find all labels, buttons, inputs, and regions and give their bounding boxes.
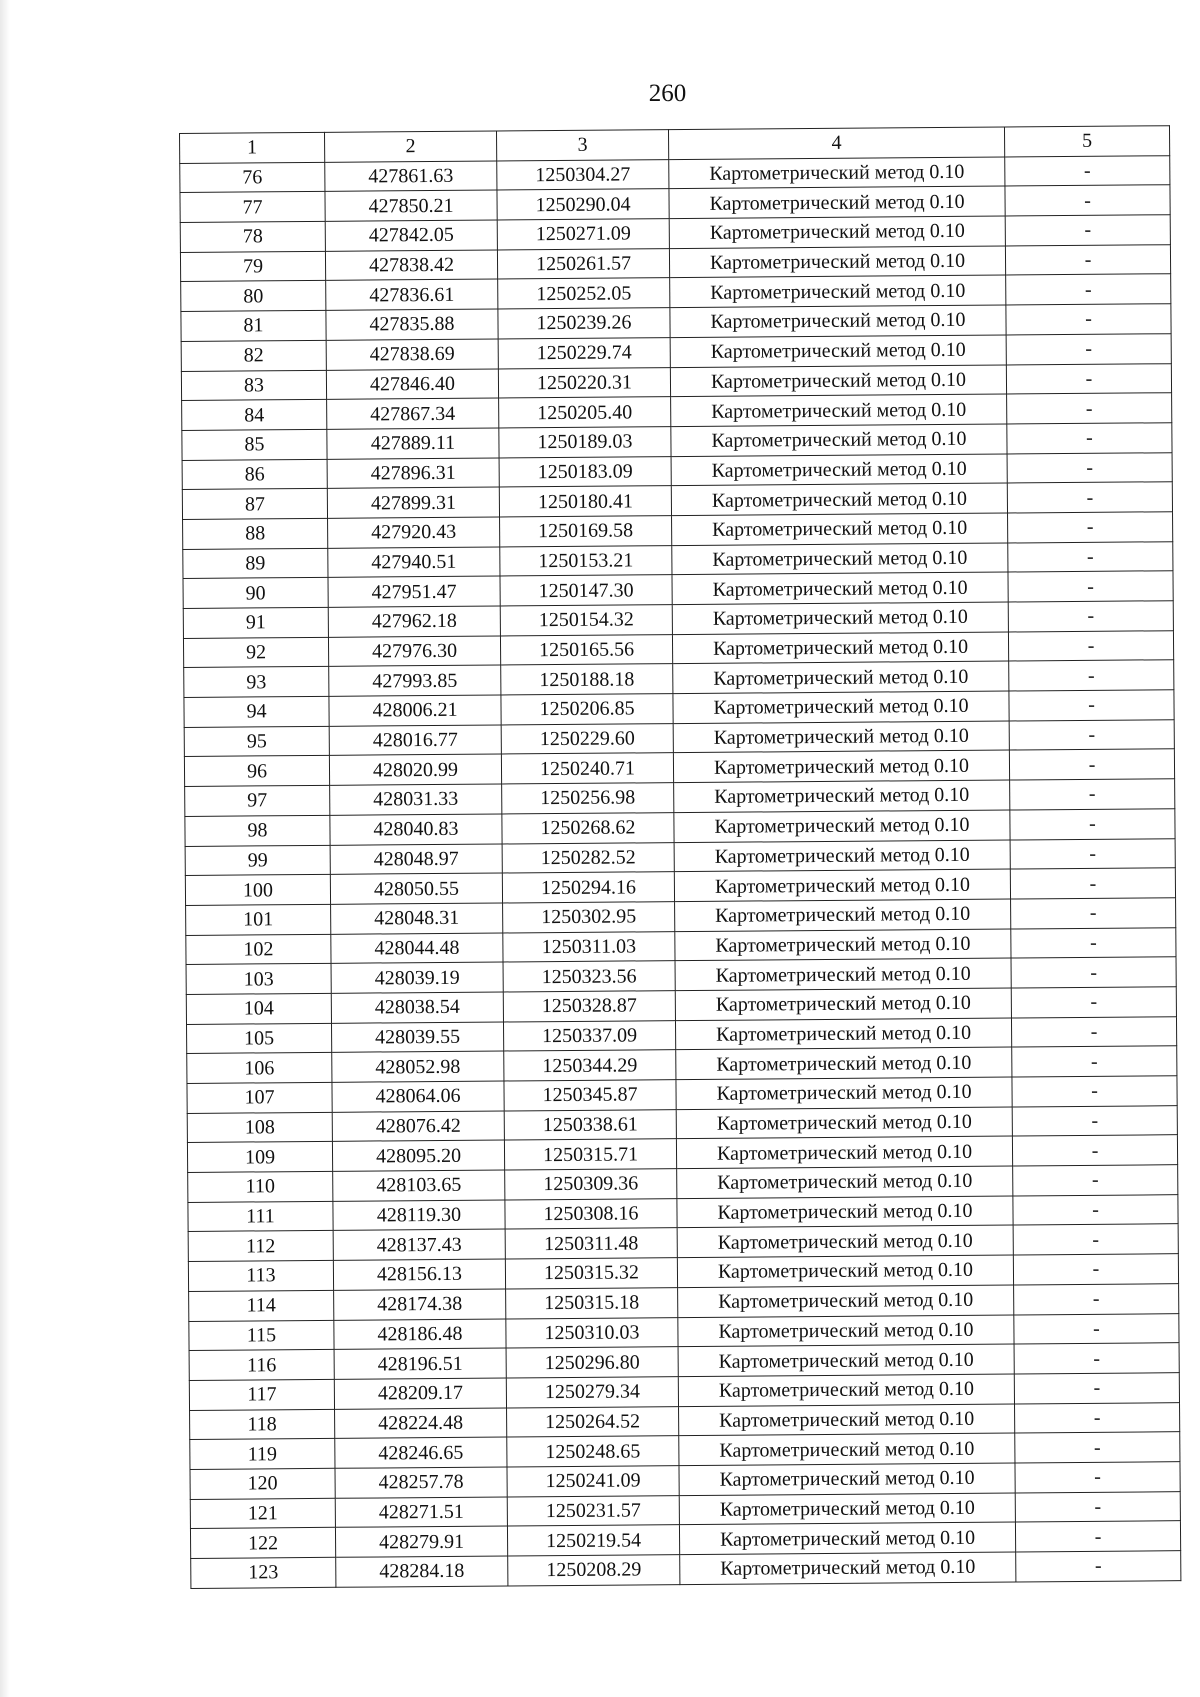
method-cell: Картометрический метод 0.10 <box>671 424 1007 456</box>
description-cell: - <box>1008 630 1173 661</box>
description-cell: - <box>1015 1462 1180 1493</box>
description-cell: - <box>1013 1254 1178 1285</box>
description-cell: - <box>1010 809 1175 840</box>
point-number-cell: 116 <box>189 1350 334 1381</box>
page-number: 260 <box>648 80 687 107</box>
method-cell: Картометрический метод 0.10 <box>673 721 1009 753</box>
description-cell: - <box>1005 155 1170 186</box>
method-cell: Картометрический метод 0.10 <box>671 394 1007 426</box>
point-number-cell: 123 <box>191 1557 336 1588</box>
x-coordinate-cell: 428050.55 <box>330 873 502 904</box>
method-cell: Картометрический метод 0.10 <box>669 246 1005 278</box>
method-cell: Картометрический метод 0.10 <box>670 335 1006 367</box>
method-cell: Картометрический метод 0.10 <box>676 1047 1012 1079</box>
point-number-cell: 85 <box>182 429 327 460</box>
y-coordinate-cell: 1250315.18 <box>506 1287 678 1318</box>
description-cell: - <box>1008 512 1173 543</box>
method-cell: Картометрический метод 0.10 <box>671 454 1007 486</box>
column-header-description: 5 <box>1004 126 1169 157</box>
y-coordinate-cell: 1250345.87 <box>504 1080 676 1111</box>
description-cell: - <box>1015 1402 1180 1433</box>
description-cell: - <box>1010 779 1175 810</box>
point-number-cell: 103 <box>186 964 331 995</box>
description-cell: - <box>1011 898 1176 929</box>
method-cell: Картометрический метод 0.10 <box>679 1493 1015 1525</box>
description-cell: - <box>1010 838 1175 869</box>
point-number-cell: 107 <box>187 1082 332 1113</box>
x-coordinate-cell: 428186.48 <box>334 1318 506 1349</box>
y-coordinate-cell: 1250229.74 <box>498 337 670 368</box>
point-number-cell: 93 <box>184 667 329 698</box>
y-coordinate-cell: 1250147.30 <box>500 575 672 606</box>
method-cell: Картометрический метод 0.10 <box>674 810 1010 842</box>
method-cell: Картометрический метод 0.10 <box>672 632 1008 664</box>
point-number-cell: 118 <box>190 1409 335 1440</box>
method-cell: Картометрический метод 0.10 <box>675 958 1011 990</box>
description-cell: - <box>1011 927 1176 958</box>
x-coordinate-cell: 428095.20 <box>332 1140 504 1171</box>
method-cell: Картометрический метод 0.10 <box>672 513 1008 545</box>
y-coordinate-cell: 1250189.03 <box>499 427 671 458</box>
description-cell: - <box>1006 274 1171 305</box>
y-coordinate-cell: 1250310.03 <box>506 1317 678 1348</box>
x-coordinate-cell: 427899.31 <box>327 487 499 518</box>
point-number-cell: 95 <box>184 726 329 757</box>
method-cell: Картометрический метод 0.10 <box>673 691 1009 723</box>
point-number-cell: 109 <box>187 1142 332 1173</box>
x-coordinate-cell: 427896.31 <box>327 458 499 489</box>
method-cell: Картометрический метод 0.10 <box>674 869 1010 901</box>
y-coordinate-cell: 1250169.58 <box>500 516 672 547</box>
y-coordinate-cell: 1250153.21 <box>500 545 672 576</box>
description-cell: - <box>1015 1432 1180 1463</box>
y-coordinate-cell: 1250337.09 <box>503 1020 675 1051</box>
x-coordinate-cell: 428246.65 <box>335 1437 507 1468</box>
y-coordinate-cell: 1250304.27 <box>497 159 669 190</box>
table-row <box>191 1551 1181 1588</box>
x-coordinate-cell: 428020.99 <box>329 754 501 785</box>
y-coordinate-cell: 1250248.65 <box>507 1436 679 1467</box>
column-header-method: 4 <box>668 127 1004 159</box>
description-cell: - <box>1005 215 1170 246</box>
description-cell: - <box>1007 482 1172 513</box>
method-cell: Картометрический метод 0.10 <box>678 1285 1014 1317</box>
method-cell: Картометрический метод 0.10 <box>677 1166 1013 1198</box>
point-number-cell: 99 <box>185 845 330 876</box>
point-number-cell: 119 <box>190 1439 335 1470</box>
description-cell: - <box>1011 987 1176 1018</box>
y-coordinate-cell: 1250208.29 <box>508 1555 680 1586</box>
x-coordinate-cell: 428196.51 <box>334 1348 506 1379</box>
y-coordinate-cell: 1250240.71 <box>501 753 673 784</box>
x-coordinate-cell: 428119.30 <box>333 1200 505 1231</box>
point-number-cell: 110 <box>188 1171 333 1202</box>
y-coordinate-cell: 1250241.09 <box>507 1466 679 1497</box>
y-coordinate-cell: 1250279.34 <box>506 1376 678 1407</box>
scan-shadow-edge <box>0 0 10 1697</box>
method-cell: Картометрический метод 0.10 <box>679 1404 1015 1436</box>
point-number-cell: 94 <box>184 696 329 727</box>
point-number-cell: 115 <box>189 1320 334 1351</box>
description-cell: - <box>1012 1046 1177 1077</box>
y-coordinate-cell: 1250188.18 <box>501 664 673 695</box>
point-number-cell: 88 <box>183 518 328 549</box>
point-number-cell: 87 <box>182 489 327 520</box>
table-body <box>180 155 1181 1588</box>
method-cell: Картометрический метод 0.10 <box>675 1018 1011 1050</box>
y-coordinate-cell: 1250231.57 <box>507 1495 679 1526</box>
method-cell: Картометрический метод 0.10 <box>676 1077 1012 1109</box>
y-coordinate-cell: 1250205.40 <box>499 397 671 428</box>
point-number-cell: 80 <box>181 281 326 312</box>
y-coordinate-cell: 1250308.16 <box>505 1198 677 1229</box>
method-cell: Картометрический метод 0.10 <box>672 602 1008 634</box>
point-number-cell: 104 <box>186 993 331 1024</box>
x-coordinate-cell: 428052.98 <box>332 1051 504 1082</box>
y-coordinate-cell: 1250206.85 <box>501 694 673 725</box>
description-cell: - <box>1008 541 1173 572</box>
x-coordinate-cell: 428076.42 <box>332 1111 504 1142</box>
point-number-cell: 100 <box>185 875 330 906</box>
description-cell: - <box>1012 1076 1177 1107</box>
y-coordinate-cell: 1250271.09 <box>497 219 669 250</box>
x-coordinate-cell: 428279.91 <box>335 1526 507 1557</box>
y-coordinate-cell: 1250309.36 <box>505 1169 677 1200</box>
point-number-cell: 112 <box>188 1231 333 1262</box>
coordinates-table <box>179 125 1181 1588</box>
x-coordinate-cell: 427951.47 <box>328 576 500 607</box>
method-cell: Картометрический метод 0.10 <box>678 1344 1014 1376</box>
description-cell: - <box>1014 1373 1179 1404</box>
y-coordinate-cell: 1250328.87 <box>503 991 675 1022</box>
x-coordinate-cell: 428284.18 <box>336 1556 508 1587</box>
y-coordinate-cell: 1250183.09 <box>499 456 671 487</box>
x-coordinate-cell: 428016.77 <box>329 725 501 756</box>
method-cell: Картометрический метод 0.10 <box>672 543 1008 575</box>
x-coordinate-cell: 427836.61 <box>326 279 498 310</box>
y-coordinate-cell: 1250180.41 <box>499 486 671 517</box>
y-coordinate-cell: 1250344.29 <box>504 1050 676 1081</box>
method-cell: Картометрический метод 0.10 <box>677 1255 1013 1287</box>
x-coordinate-cell: 427940.51 <box>328 547 500 578</box>
method-cell: Картометрический метод 0.10 <box>678 1314 1014 1346</box>
point-number-cell: 79 <box>180 251 325 282</box>
method-cell: Картометрический метод 0.10 <box>678 1374 1014 1406</box>
x-coordinate-cell: 428048.97 <box>330 843 502 874</box>
x-coordinate-cell: 428064.06 <box>332 1081 504 1112</box>
description-cell: - <box>1006 304 1171 335</box>
x-coordinate-cell: 427835.88 <box>326 309 498 340</box>
description-cell: - <box>1011 1016 1176 1047</box>
method-cell: Картометрический метод 0.10 <box>679 1522 1015 1554</box>
y-coordinate-cell: 1250338.61 <box>504 1109 676 1140</box>
coordinates-sheet <box>179 125 1180 1588</box>
x-coordinate-cell: 427846.40 <box>326 368 498 399</box>
y-coordinate-cell: 1250290.04 <box>497 189 669 220</box>
method-cell: Картометрический метод 0.10 <box>674 839 1010 871</box>
description-cell: - <box>1013 1224 1178 1255</box>
x-coordinate-cell: 427962.18 <box>328 606 500 637</box>
description-cell: - <box>1009 660 1174 691</box>
y-coordinate-cell: 1250323.56 <box>503 961 675 992</box>
method-cell: Картометрический метод 0.10 <box>679 1463 1015 1495</box>
x-coordinate-cell: 428257.78 <box>335 1467 507 1498</box>
point-number-cell: 121 <box>190 1498 335 1529</box>
x-coordinate-cell: 427838.42 <box>325 250 497 281</box>
point-number-cell: 105 <box>186 1023 331 1054</box>
point-number-cell: 114 <box>189 1290 334 1321</box>
x-coordinate-cell: 428271.51 <box>335 1497 507 1528</box>
description-cell: - <box>1012 1135 1177 1166</box>
method-cell: Картометрический метод 0.10 <box>674 780 1010 812</box>
point-number-cell: 106 <box>187 1053 332 1084</box>
point-number-cell: 83 <box>181 370 326 401</box>
column-header-point-number: 1 <box>180 132 325 163</box>
point-number-cell: 102 <box>186 934 331 965</box>
y-coordinate-cell: 1250282.52 <box>502 842 674 873</box>
y-coordinate-cell: 1250220.31 <box>498 367 670 398</box>
y-coordinate-cell: 1250296.80 <box>506 1347 678 1378</box>
x-coordinate-cell: 427861.63 <box>325 161 497 192</box>
point-number-cell: 96 <box>184 756 329 787</box>
description-cell: - <box>1009 749 1174 780</box>
point-number-cell: 91 <box>183 607 328 638</box>
y-coordinate-cell: 1250294.16 <box>502 872 674 903</box>
x-coordinate-cell: 427850.21 <box>325 190 497 221</box>
x-coordinate-cell: 427976.30 <box>328 636 500 667</box>
point-number-cell: 113 <box>188 1260 333 1291</box>
description-cell: - <box>1007 393 1172 424</box>
x-coordinate-cell: 428209.17 <box>334 1378 506 1409</box>
point-number-cell: 86 <box>182 459 327 490</box>
description-cell: - <box>1013 1194 1178 1225</box>
point-number-cell: 84 <box>182 400 327 431</box>
point-number-cell: 77 <box>180 192 325 223</box>
x-coordinate-cell: 428038.54 <box>331 992 503 1023</box>
y-coordinate-cell: 1250264.52 <box>507 1406 679 1437</box>
method-cell: Картометрический метод 0.10 <box>677 1196 1013 1228</box>
y-coordinate-cell: 1250315.32 <box>505 1258 677 1289</box>
method-cell: Картометрический метод 0.10 <box>669 186 1005 218</box>
point-number-cell: 78 <box>180 221 325 252</box>
point-number-cell: 120 <box>190 1468 335 1499</box>
x-coordinate-cell: 428156.13 <box>333 1259 505 1290</box>
description-cell: - <box>1015 1521 1180 1552</box>
point-number-cell: 98 <box>185 815 330 846</box>
x-coordinate-cell: 427838.69 <box>326 339 498 370</box>
y-coordinate-cell: 1250229.60 <box>501 723 673 754</box>
method-cell: Картометрический метод 0.10 <box>679 1433 1015 1465</box>
y-coordinate-cell: 1250302.95 <box>503 902 675 933</box>
method-cell: Картометрический метод 0.10 <box>680 1552 1016 1584</box>
x-coordinate-cell: 427993.85 <box>329 665 501 696</box>
point-number-cell: 108 <box>187 1112 332 1143</box>
y-coordinate-cell: 1250252.05 <box>498 278 670 309</box>
x-coordinate-cell: 428039.19 <box>331 962 503 993</box>
method-cell: Картометрический метод 0.10 <box>675 988 1011 1020</box>
point-number-cell: 82 <box>181 340 326 371</box>
point-number-cell: 92 <box>183 637 328 668</box>
y-coordinate-cell: 1250165.56 <box>500 634 672 665</box>
method-cell: Картометрический метод 0.10 <box>670 275 1006 307</box>
method-cell: Картометрический метод 0.10 <box>673 750 1009 782</box>
x-coordinate-cell: 428224.48 <box>335 1408 507 1439</box>
point-number-cell: 89 <box>183 548 328 579</box>
point-number-cell: 97 <box>185 785 330 816</box>
x-coordinate-cell: 428044.48 <box>331 933 503 964</box>
description-cell: - <box>1013 1165 1178 1196</box>
x-coordinate-cell: 428039.55 <box>331 1022 503 1053</box>
point-number-cell: 81 <box>181 310 326 341</box>
description-cell: - <box>1005 244 1170 275</box>
method-cell: Картометрический метод 0.10 <box>673 661 1009 693</box>
x-coordinate-cell: 427920.43 <box>328 517 500 548</box>
method-cell: Картометрический метод 0.10 <box>670 305 1006 337</box>
x-coordinate-cell: 428174.38 <box>334 1289 506 1320</box>
description-cell: - <box>1014 1313 1179 1344</box>
y-coordinate-cell: 1250315.71 <box>504 1139 676 1170</box>
point-number-cell: 117 <box>189 1379 334 1410</box>
point-number-cell: 76 <box>180 162 325 193</box>
x-coordinate-cell: 428137.43 <box>333 1229 505 1260</box>
description-cell: - <box>1008 571 1173 602</box>
x-coordinate-cell: 427842.05 <box>325 220 497 251</box>
description-cell: - <box>1014 1343 1179 1374</box>
y-coordinate-cell: 1250154.32 <box>500 605 672 636</box>
method-cell: Картометрический метод 0.10 <box>670 365 1006 397</box>
x-coordinate-cell: 427867.34 <box>327 398 499 429</box>
point-number-cell: 90 <box>183 578 328 609</box>
point-number-cell: 122 <box>190 1528 335 1559</box>
y-coordinate-cell: 1250311.03 <box>503 931 675 962</box>
method-cell: Картометрический метод 0.10 <box>672 572 1008 604</box>
y-coordinate-cell: 1250261.57 <box>497 248 669 279</box>
description-cell: - <box>1006 334 1171 365</box>
method-cell: Картометрический метод 0.10 <box>676 1107 1012 1139</box>
x-coordinate-cell: 427889.11 <box>327 428 499 459</box>
y-coordinate-cell: 1250256.98 <box>502 783 674 814</box>
description-cell: - <box>1008 601 1173 632</box>
y-coordinate-cell: 1250219.54 <box>507 1525 679 1556</box>
description-cell: - <box>1006 363 1171 394</box>
method-cell: Картометрический метод 0.10 <box>676 1136 1012 1168</box>
description-cell: - <box>1009 719 1174 750</box>
y-coordinate-cell: 1250239.26 <box>498 308 670 339</box>
description-cell: - <box>1014 1283 1179 1314</box>
description-cell: - <box>1007 452 1172 483</box>
y-coordinate-cell: 1250268.62 <box>502 812 674 843</box>
x-coordinate-cell: 428040.83 <box>330 814 502 845</box>
description-cell: - <box>1011 957 1176 988</box>
point-number-cell: 101 <box>186 904 331 935</box>
description-cell: - <box>1010 868 1175 899</box>
y-coordinate-cell: 1250311.48 <box>505 1228 677 1259</box>
method-cell: Картометрический метод 0.10 <box>677 1225 1013 1257</box>
method-cell: Картометрический метод 0.10 <box>669 216 1005 248</box>
x-coordinate-cell: 428103.65 <box>333 1170 505 1201</box>
description-cell: - <box>1005 185 1170 216</box>
x-coordinate-cell: 428006.21 <box>329 695 501 726</box>
method-cell: Картометрический метод 0.10 <box>675 929 1011 961</box>
description-cell: - <box>1012 1105 1177 1136</box>
column-header-y-coordinate: 3 <box>496 130 668 161</box>
x-coordinate-cell: 428048.31 <box>331 903 503 934</box>
description-cell: - <box>1007 423 1172 454</box>
method-cell: Картометрический метод 0.10 <box>671 483 1007 515</box>
method-cell: Картометрический метод 0.10 <box>675 899 1011 931</box>
column-header-x-coordinate: 2 <box>324 131 496 162</box>
description-cell: - <box>1016 1551 1181 1582</box>
method-cell: Картометрический метод 0.10 <box>669 157 1005 189</box>
point-number-cell: 111 <box>188 1201 333 1232</box>
description-cell: - <box>1009 690 1174 721</box>
description-cell: - <box>1015 1491 1180 1522</box>
x-coordinate-cell: 428031.33 <box>330 784 502 815</box>
